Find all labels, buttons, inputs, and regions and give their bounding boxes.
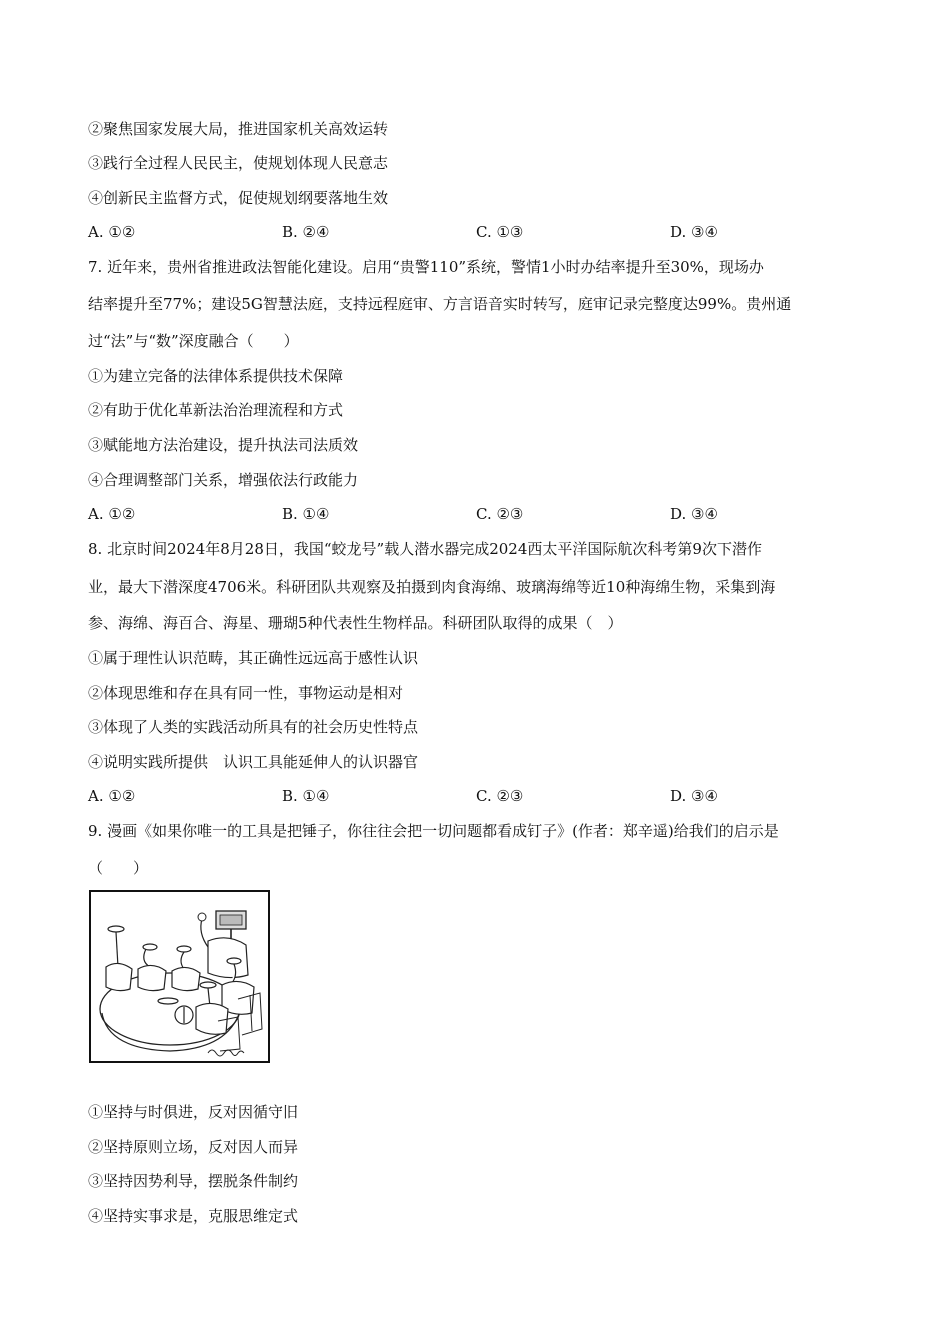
q7-option-b: B. ①④ [282,505,330,523]
cartoon-illustration [88,889,271,1064]
q6-item-3: ③践行全过程人民民主，使规划体现人民意志 [88,154,389,172]
q6-option-b: B. ②④ [282,223,330,241]
q7-item-2: ②有助于优化革新法治治理流程和方式 [88,401,344,419]
q6-item-2: ②聚焦国家发展大局，推进国家机关高效运转 [88,120,389,138]
q8-option-b: B. ①④ [282,787,330,805]
q8-item-1: ①属于理性认识范畴，其正确性远远高于感性认识 [88,649,419,667]
q9-item-1: ①坚持与时俱进，反对因循守旧 [88,1103,299,1121]
q6-option-d: D. ③④ [670,223,718,241]
q8-option-c: C. ②③ [476,787,524,805]
q8-item-2: ②体现思维和存在具有同一性，事物运动是相对 [88,684,404,702]
q8-option-d: D. ③④ [670,787,718,805]
q7-stem-line-3: 过“法”与“数”深度融合（ ） [88,332,299,350]
q8-stem-line-1: 8. 北京时间2024年8月28日，我国“蛟龙号”载人潜水器完成2024西太平洋国际航次科考第9次下潜作 [88,540,762,558]
q6-option-a: A. ①② [88,223,136,241]
q8-stem-line-3: 参、海绵、海百合、海星、珊瑚5种代表性生物样品。科研团队取得的成果（ ） [88,614,623,632]
q7-item-4: ④合理调整部门关系，增强依法行政能力 [88,471,359,489]
q9-stem-line-1: 9. 漫画《如果你唯一的工具是把锤子，你往往会把一切问题都看成钉子》(作者：郑辛遥)给我们的启示是 [88,822,779,840]
q9-item-4: ④坚持实事求是，克服思维定式 [88,1207,299,1225]
q8-item-4: ④说明实践所提供 认识工具能延伸人的认识器官 [88,753,419,771]
q7-option-d: D. ③④ [670,505,718,523]
q8-option-a: A. ①② [88,787,136,805]
q8-stem-line-2: 业，最大下潜深度4706米。科研团队共观察及拍摄到肉食海绵、玻璃海绵等近10种海绵生物，采集到海 [88,578,776,596]
q9-item-2: ②坚持原则立场，反对因人而异 [88,1138,299,1156]
q7-item-1: ①为建立完备的法律体系提供技术保障 [88,367,344,385]
q6-item-4: ④创新民主监督方式，促使规划纲要落地生效 [88,189,389,207]
q7-stem-line-1: 7. 近年来，贵州省推进政法智能化建设。启用“贵警110”系统，警情1小时办结率提升至30%，现场办 [88,258,764,276]
q6-option-c: C. ①③ [476,223,524,241]
q7-stem-line-2: 结率提升至77%；建设5G智慧法庭，支持远程庭审、方言语音实时转写，庭审记录完整度达99%。贵州通 [88,295,792,313]
q7-option-a: A. ①② [88,505,136,523]
q7-option-c: C. ②③ [476,505,524,523]
q9-item-3: ③坚持因势利导，摆脱条件制约 [88,1172,299,1190]
q9-stem-line-2: （ ） [88,859,149,877]
q7-item-3: ③赋能地方法治建设，提升执法司法质效 [88,436,359,454]
q8-item-3: ③体现了人类的实践活动所具有的社会历史性特点 [88,718,419,736]
